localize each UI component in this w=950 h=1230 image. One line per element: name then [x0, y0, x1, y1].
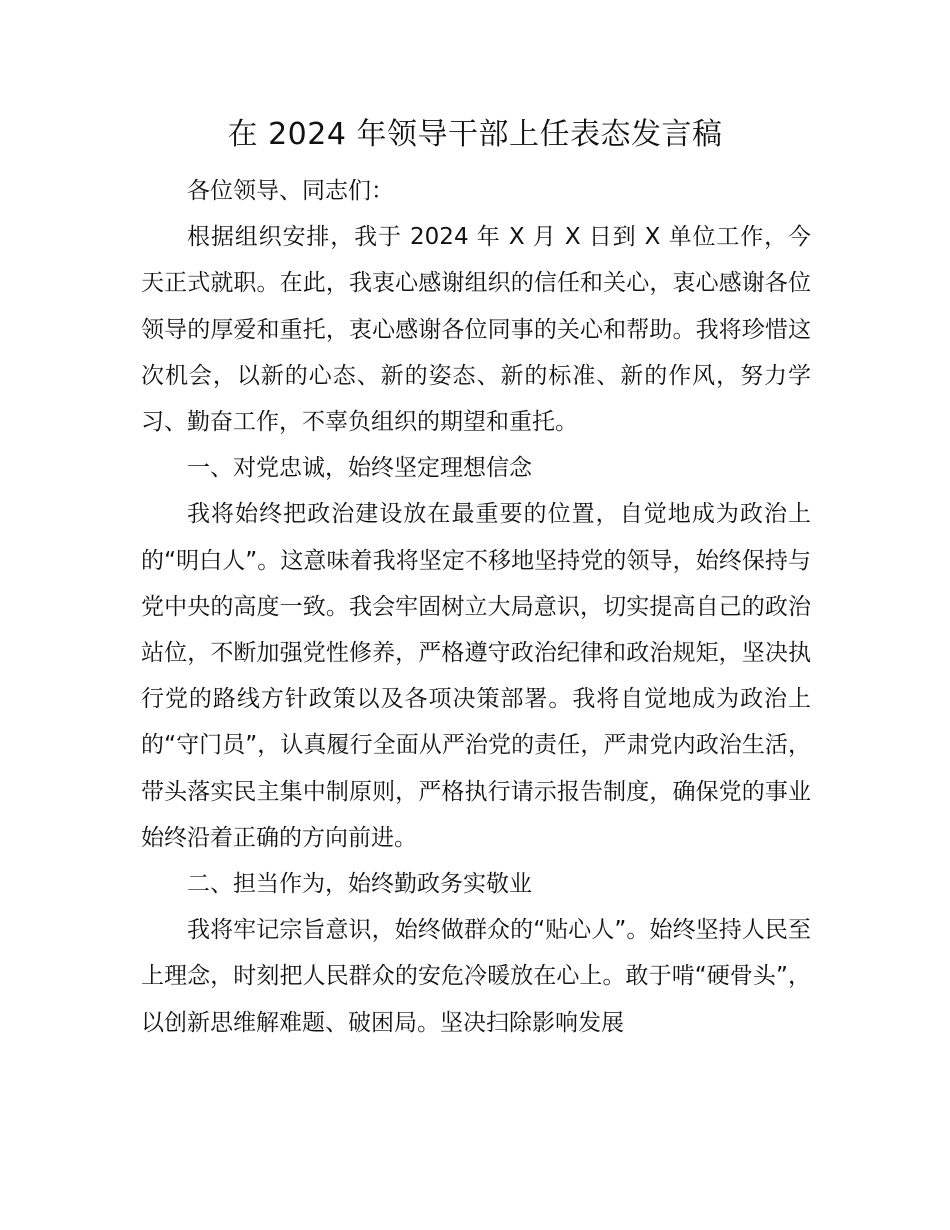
paragraph-intro: 根据组织安排，我于 2024 年 X 月 X 日到 X 单位工作，今天正式就职。在此，我衷心感谢组织的信任和关心，衷心感谢各位领导的厚爱和重托，衷心感谢各位同事的关心和帮助。我将珍惜这次机会，以新的心态、新的姿态、新的标准、新的作风，努力学习、勤奋工作，不辜负组织的期望和重托。 [141, 224, 811, 436]
document-body [141, 168, 811, 1046]
salutation: 各位领导、同志们： [187, 178, 394, 204]
paragraph-section-2: 我将牢记宗旨意识，始终做群众的“贴心人”。始终坚持人民至上理念，时刻把人民群众的安危冷暖放在心上。敢于啃“硬骨头”，以创新思维解难题、破困局。坚决扫除影响发展 [141, 917, 811, 1036]
section-heading-2: 二、担当作为，始终勤政务实敬业 [187, 871, 532, 898]
document-title: 在 2024 年领导干部上任表态发言稿 [227, 117, 723, 152]
paragraph-section-1: 我将始终把政治建设放在最重要的位置，自觉地成为政治上的“明白人”。这意味着我将坚定不移地坚持党的领导，始终保持与党中央的高度一致。我会牢固树立大局意识，切实提高自己的政治站位，不断加强党性修养，严格遵守政治纪律和政治规矩，坚决执行党的路线方针政策以及各项决策部署。我将自觉地成为政治上的“守门员”，认真履行全面从严治党的责任，严肃党内政治生活，带头落实民主集中制原则，严格执行请示报告制度，确保党的事业始终沿着正确的方向前进。 [141, 501, 811, 851]
section-heading-1: 一、对党忠诚，始终坚定理想信念 [187, 455, 532, 482]
